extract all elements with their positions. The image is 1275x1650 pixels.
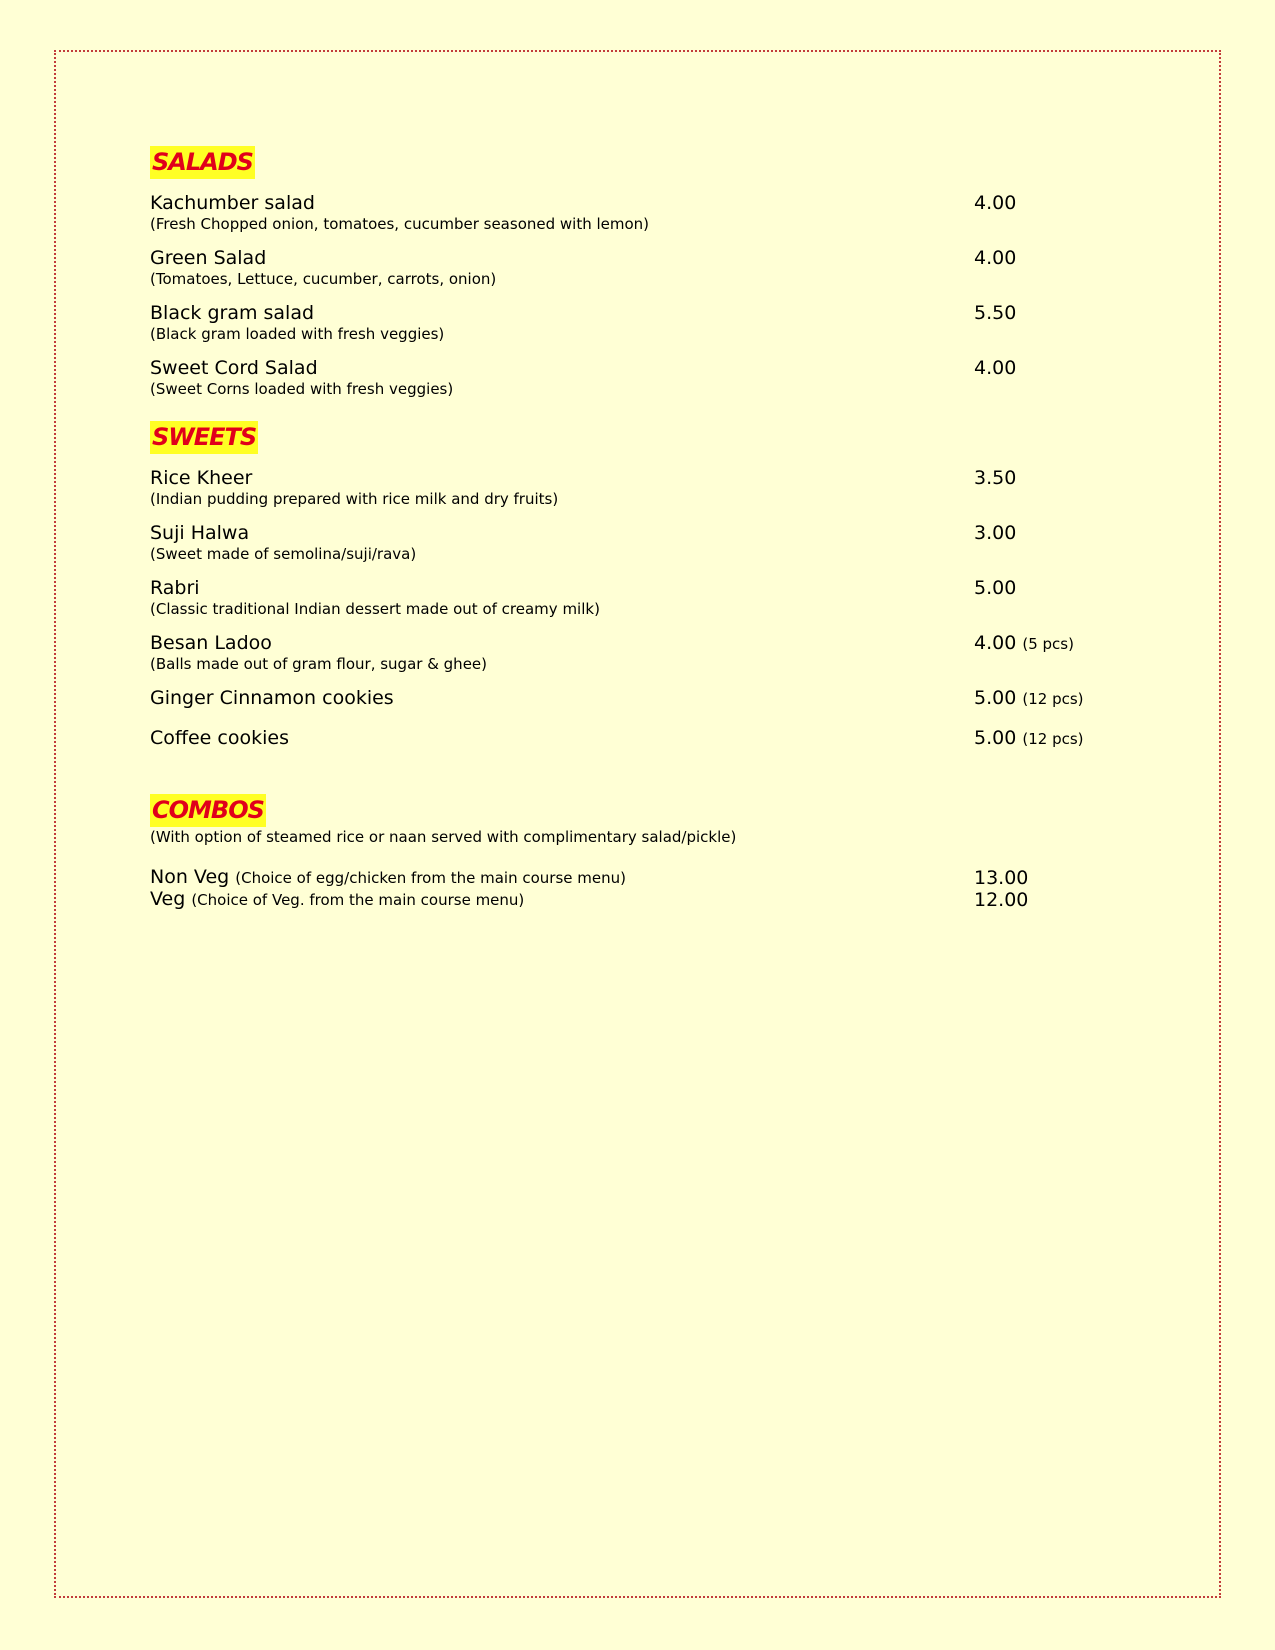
sweets-heading: SWEETS — [150, 421, 258, 454]
item-name: Rice Kheer — [150, 467, 253, 489]
item-name: Sweet Cord Salad — [150, 357, 318, 379]
menu-item — [150, 357, 1100, 399]
item-price: 4.00 — [974, 357, 1017, 379]
item-quantity: (5 pcs) — [1022, 635, 1074, 653]
menu-item — [150, 467, 1100, 509]
item-name: Veg — [150, 888, 186, 910]
item-description: (Sweet made of semolina/suji/rava) — [150, 545, 417, 563]
price-value: 4.00 — [974, 632, 1017, 654]
item-quantity: (12 pcs) — [1022, 730, 1084, 748]
item-price: 5.50 — [974, 302, 1017, 324]
menu-content — [150, 146, 1100, 911]
item-name: Black gram salad — [150, 302, 315, 324]
combo-list — [150, 867, 1100, 911]
item-name: Kachumber salad — [150, 192, 315, 214]
item-description: (Tomatoes, Lettuce, cucumber, carrots, onion) — [150, 270, 497, 288]
item-price: 13.00 — [974, 867, 1029, 889]
menu-item — [150, 727, 1100, 754]
item-description: (Fresh Chopped onion, tomatoes, cucumber seasoned with lemon) — [150, 215, 650, 233]
item-name: Besan Ladoo — [150, 632, 272, 654]
item-description: (Sweet Corns loaded with fresh veggies) — [150, 380, 454, 398]
menu-item — [150, 522, 1100, 564]
item-name: Suji Halwa — [150, 522, 250, 544]
item-description: (Choice of Veg. from the main course menu) — [191, 891, 525, 909]
item-description: (Indian pudding prepared with rice milk and dry fruits) — [150, 490, 559, 508]
combos-heading: COMBOS — [150, 794, 266, 827]
menu-item — [150, 687, 1100, 714]
menu-item — [150, 632, 1100, 674]
combos-note: (With option of steamed rice or naan served with complimentary salad/pickle) — [150, 828, 737, 846]
menu-item — [150, 577, 1100, 619]
item-price — [974, 727, 1084, 751]
salads-section — [150, 146, 1100, 399]
menu-item — [150, 192, 1100, 234]
price-value: 5.00 — [974, 577, 1017, 599]
sweets-section — [150, 421, 1100, 754]
item-name: Coffee cookies — [150, 727, 289, 749]
price-value: 3.00 — [974, 522, 1017, 544]
item-price — [974, 522, 1016, 545]
item-description: (Classic traditional Indian dessert made out of creamy milk) — [150, 600, 600, 618]
item-price — [974, 467, 1016, 490]
item-name: Green Salad — [150, 247, 267, 269]
item-name: Rabri — [150, 577, 200, 599]
item-price — [974, 577, 1016, 600]
menu-item — [150, 302, 1100, 344]
price-value: 5.00 — [974, 687, 1017, 709]
item-description: (Balls made out of gram flour, sugar & ghee) — [150, 655, 488, 673]
combo-item — [150, 867, 1100, 889]
item-price — [974, 632, 1074, 656]
item-price: 4.00 — [974, 247, 1017, 269]
combo-item — [150, 889, 1100, 911]
menu-item — [150, 247, 1100, 289]
item-name: Non Veg — [150, 866, 230, 888]
item-description: (Black gram loaded with fresh veggies) — [150, 325, 445, 343]
salads-heading: SALADS — [150, 146, 255, 179]
combos-section — [150, 794, 1100, 911]
item-price — [974, 687, 1084, 711]
item-name: Ginger Cinnamon cookies — [150, 687, 394, 709]
item-price: 12.00 — [974, 889, 1029, 911]
item-quantity: (12 pcs) — [1022, 690, 1084, 708]
price-value: 3.50 — [974, 467, 1017, 489]
price-value: 5.00 — [974, 727, 1017, 749]
item-price: 4.00 — [974, 192, 1017, 214]
item-description: (Choice of egg/chicken from the main course menu) — [235, 869, 626, 887]
